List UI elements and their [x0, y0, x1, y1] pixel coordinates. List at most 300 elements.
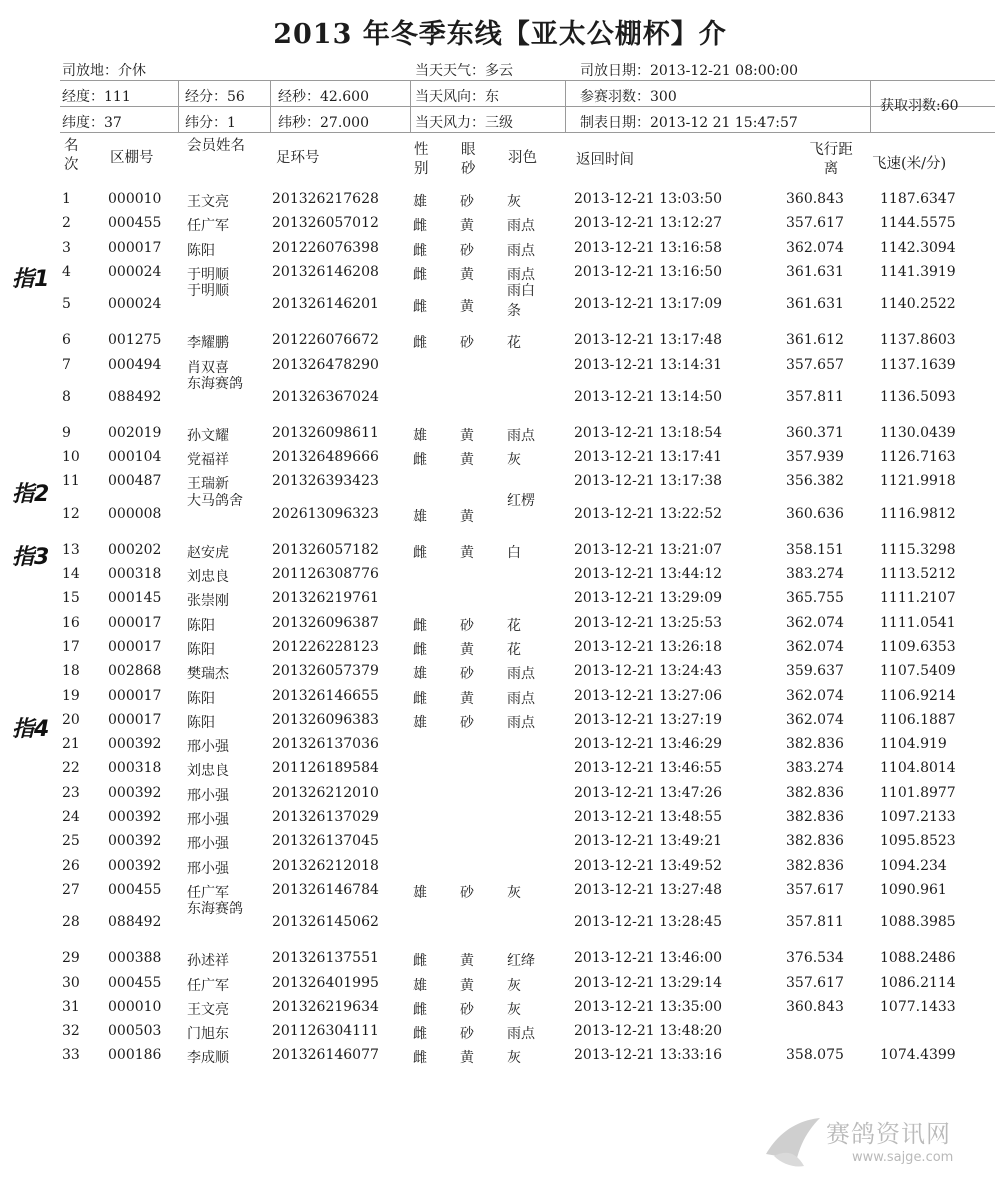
cell-shed: 000010: [108, 191, 162, 207]
cell-speed: 1141.3919: [880, 263, 956, 280]
cell-time: 2013-12-21 13:47:26: [574, 784, 723, 801]
cell-time: 2013-12-21 13:17:09: [574, 296, 723, 313]
cell-eye: 黄: [460, 299, 474, 316]
cell-eye: 黄: [460, 544, 474, 561]
table-row: [0, 586, 1000, 610]
cell-sex: 雌: [413, 1050, 427, 1067]
cell-shed: 001275: [108, 332, 162, 349]
table-row: [0, 236, 1000, 260]
cell-dist: 365.755: [786, 590, 844, 607]
cell-dist: 361.631: [786, 296, 844, 313]
cell-rank: 6: [62, 332, 71, 349]
cell-ring: 201326146201: [272, 296, 379, 313]
cell-eye: 砂: [460, 617, 474, 634]
cell-dist: 376.534: [786, 950, 844, 967]
cell-speed: 1101.8977: [880, 784, 956, 801]
race-info: [60, 55, 995, 133]
cell-rank: 26: [62, 857, 80, 874]
cell-name: 王文亮: [187, 194, 229, 210]
cell-speed: 1111.2107: [880, 590, 956, 607]
cell-name: 赵安虎: [187, 544, 229, 561]
cell-time: 2013-12-21 13:14:50: [574, 388, 723, 405]
cell-ring: 201326489666: [272, 449, 379, 466]
cell-time: 2013-12-21 13:16:58: [574, 239, 723, 256]
cell-rank: 23: [62, 784, 80, 801]
cell-time: 2013-12-21 13:35:00: [574, 998, 723, 1015]
cell-time: 2013-12-21 13:18:54: [574, 424, 723, 441]
longitude-deg: 经度：111: [62, 89, 131, 105]
cell-speed: 1130.0439: [880, 424, 956, 441]
cell-rank: 15: [62, 590, 80, 607]
cell-sex: 雌: [413, 242, 427, 259]
cell-shed: 000392: [108, 736, 162, 753]
cell-shed: 002019: [108, 424, 162, 441]
cell-time: 2013-12-21 13:14:31: [574, 356, 723, 373]
cell-shed: 000186: [108, 1047, 162, 1064]
latitude-min: 纬分：1: [185, 115, 236, 131]
cell-eye: 黄: [460, 452, 474, 469]
release-date: 司放日期：2013-12-21 08:00:00: [580, 63, 799, 79]
cell-eye: 砂: [460, 1001, 474, 1018]
cell-time: 2013-12-21 13:12:27: [574, 215, 723, 232]
cell-sex: 雌: [413, 1026, 427, 1043]
cell-dist: 357.617: [786, 974, 844, 991]
release-place: 司放地：介休: [62, 63, 146, 79]
cell-rank: 4: [62, 263, 71, 280]
cell-sex: 雄: [413, 884, 427, 901]
cell-speed: 1137.8603: [880, 332, 956, 349]
cell-shed: 000017: [108, 687, 162, 704]
cell-eye: 黄: [460, 690, 474, 707]
table-row: [0, 946, 1000, 970]
cell-sex: 雄: [413, 427, 427, 444]
cell-speed: 1126.7163: [880, 449, 956, 466]
cell-speed: 1074.4399: [880, 1047, 956, 1064]
table-date: 制表日期：2013-12 21 15:47:57: [580, 115, 798, 131]
table-row: [0, 328, 1000, 352]
cell-ring: 201326137045: [272, 833, 379, 850]
cell-color: 雨点: [507, 218, 535, 235]
table-row: [0, 756, 1000, 780]
cell-dist: 383.274: [786, 566, 844, 582]
cell-dist: 362.074: [786, 687, 844, 704]
cell-time: 2013-12-21 13:25:53: [574, 614, 723, 631]
table-row: [0, 538, 1000, 562]
cell-speed: 1136.5093: [880, 388, 956, 405]
cell-speed: 1144.5575: [880, 215, 956, 232]
info-row-2: [60, 81, 995, 114]
cell-shed: 000017: [108, 711, 162, 728]
cell-speed: 1088.3985: [880, 914, 956, 931]
cell-sex: 雌: [413, 452, 427, 469]
cell-name: 邢小强: [187, 836, 229, 853]
cell-time: 2013-12-21 13:44:12: [574, 566, 723, 582]
cell-rank: 28: [62, 914, 80, 931]
cell-rank: 9: [62, 424, 71, 441]
cell-dist: 357.617: [786, 215, 844, 232]
cell-name: 张崇刚: [187, 593, 229, 610]
cell-rank: 29: [62, 950, 80, 967]
cell-ring: 201326219634: [272, 998, 379, 1015]
info-row-1: [60, 55, 995, 81]
cell-shed: 000392: [108, 857, 162, 874]
cell-rank: 21: [62, 736, 80, 753]
cell-shed: 000318: [108, 760, 162, 777]
cell-ring: 201226076398: [272, 239, 379, 256]
cell-color: 雨白条: [507, 283, 535, 320]
table-header: [0, 137, 1000, 187]
cell-name: 门旭东: [187, 1026, 229, 1043]
cell-name: 李成顺: [187, 1050, 229, 1067]
cell-shed: 002868: [108, 663, 162, 680]
cell-dist: 357.811: [786, 388, 844, 405]
cell-speed: 1107.5409: [880, 663, 956, 680]
cell-eye: 砂: [460, 666, 474, 683]
cell-time: 2013-12-21 13:27:06: [574, 687, 723, 704]
cell-color: 花: [507, 335, 521, 352]
cell-shed: 000392: [108, 809, 162, 825]
table-row: [0, 187, 1000, 211]
cell-eye: 黄: [460, 427, 474, 444]
table-row: [0, 781, 1000, 805]
cell-ring: 201326137036: [272, 736, 379, 753]
handwritten-note-3: 指3: [12, 545, 50, 570]
cell-sex: 雌: [413, 266, 427, 283]
cell-name: 陈阳: [187, 617, 215, 634]
cell-name: 邢小强: [187, 860, 229, 877]
table-row: [0, 902, 1000, 946]
cell-color: 花: [507, 641, 521, 658]
cell-shed: 000017: [108, 239, 162, 256]
cell-sex: 雌: [413, 690, 427, 707]
cell-color: 雨点: [507, 690, 535, 707]
cell-rank: 32: [62, 1023, 80, 1040]
header-sex: 性别: [414, 142, 429, 177]
cell-ring: 201326098611: [272, 424, 379, 441]
cell-rank: 14: [62, 566, 80, 582]
cell-sex: 雌: [413, 641, 427, 658]
cell-rank: 31: [62, 998, 80, 1015]
cell-shed: 000455: [108, 215, 162, 232]
cell-dist: 360.371: [786, 424, 844, 441]
cell-name: 东海赛鸽: [187, 375, 243, 392]
cell-time: 2013-12-21 13:22:52: [574, 505, 723, 522]
cell-ring: 201326146784: [272, 881, 379, 898]
cell-dist: 358.075: [786, 1047, 844, 1064]
cell-shed: 000392: [108, 784, 162, 801]
cell-ring: 201326057182: [272, 541, 379, 558]
cell-time: 2013-12-21 13:29:14: [574, 974, 723, 991]
table-row: [0, 854, 1000, 878]
cell-color: 雨点: [507, 714, 535, 731]
wind-force: 当天风力：三级: [415, 115, 513, 131]
watermark-url: www.sajge.com: [852, 1150, 954, 1165]
cell-dist: 382.836: [786, 736, 844, 753]
cell-ring: 201326057379: [272, 663, 379, 680]
cell-speed: 1137.1639: [880, 356, 956, 373]
cell-shed: 000318: [108, 566, 162, 582]
latitude-deg: 纬度：37: [62, 115, 122, 131]
cell-speed: 1090.961: [880, 881, 947, 898]
cell-time: 2013-12-21 13:48:20: [574, 1023, 723, 1040]
cell-rank: 11: [62, 473, 80, 490]
cell-time: 2013-12-21 13:46:29: [574, 736, 723, 753]
cell-speed: 1115.3298: [880, 541, 956, 558]
cell-color: 雨点: [507, 666, 535, 683]
cell-dist: 382.836: [786, 857, 844, 874]
cell-time: 2013-12-21 13:29:09: [574, 590, 723, 607]
cell-name: 任广军: [187, 884, 229, 901]
cell-time: 2013-12-21 13:17:48: [574, 332, 723, 349]
cell-time: 2013-12-21 13:49:52: [574, 857, 723, 874]
table-row: [0, 995, 1000, 1019]
cell-eye: 砂: [460, 194, 474, 210]
table-row: [0, 1043, 1000, 1067]
cell-color: 灰: [507, 1050, 521, 1067]
cell-time: 2013-12-21 13:46:55: [574, 760, 723, 777]
cell-shed: 000145: [108, 590, 162, 607]
table-row: [0, 377, 1000, 421]
cell-ring: 201326057012: [272, 215, 379, 232]
cell-shed: 000392: [108, 833, 162, 850]
cell-time: 2013-12-21 13:33:16: [574, 1047, 723, 1064]
cell-time: 2013-12-21 13:27:19: [574, 711, 723, 728]
cell-rank: 22: [62, 760, 80, 777]
cell-name: 孙文耀: [187, 427, 229, 444]
cell-sex: 雌: [413, 218, 427, 235]
cell-time: 2013-12-21 13:48:55: [574, 809, 723, 825]
cell-dist: 383.274: [786, 760, 844, 777]
cell-time: 2013-12-21 13:16:50: [574, 263, 723, 280]
cell-ring: 201326367024: [272, 388, 379, 405]
handwritten-note-1: 指1: [12, 267, 50, 292]
cell-rank: 17: [62, 638, 80, 655]
cell-time: 2013-12-21 13:17:41: [574, 449, 723, 466]
cell-rank: 13: [62, 541, 80, 558]
cell-dist: 362.074: [786, 638, 844, 655]
cell-speed: 1113.5212: [880, 566, 956, 582]
wind-direction: 当天风向：东: [415, 89, 499, 105]
cell-rank: 20: [62, 711, 80, 728]
cell-color: 灰: [507, 977, 521, 994]
cell-rank: 30: [62, 974, 80, 991]
cell-shed: 000455: [108, 881, 162, 898]
table-row: [0, 659, 1000, 683]
cell-dist: 361.631: [786, 263, 844, 280]
cell-rank: 3: [62, 239, 71, 256]
cell-name: 樊瑞杰: [187, 666, 229, 683]
cell-eye: 黄: [460, 218, 474, 235]
cell-color: 雨点: [507, 1026, 535, 1043]
cell-name: 任广军: [187, 218, 229, 235]
cell-eye: 砂: [460, 884, 474, 901]
cell-speed: 1095.8523: [880, 833, 956, 850]
table-row: [0, 1019, 1000, 1043]
header-ring: 足环号: [276, 150, 320, 166]
watermark: [760, 1110, 990, 1180]
cell-rank: 12: [62, 505, 80, 522]
header-speed: 飞速(米/分): [872, 156, 947, 172]
cell-ring: 201326217628: [272, 191, 379, 207]
cell-dist: 360.843: [786, 998, 844, 1015]
cell-rank: 2: [62, 215, 71, 232]
cell-color: 灰: [507, 1001, 521, 1018]
cell-dist: 382.836: [786, 809, 844, 825]
cell-rank: 18: [62, 663, 80, 680]
cell-speed: 1121.9918: [880, 473, 956, 490]
table-row: [0, 562, 1000, 586]
cell-eye: 黄: [460, 1050, 474, 1067]
cell-time: 2013-12-21 13:27:48: [574, 881, 723, 898]
cell-dist: 361.612: [786, 332, 844, 349]
cell-sex: 雌: [413, 617, 427, 634]
cell-time: 2013-12-21 13:17:38: [574, 473, 723, 490]
cell-name: 任广军: [187, 977, 229, 994]
cell-rank: 5: [62, 296, 71, 313]
table-row: [0, 284, 1000, 328]
cell-name: 李耀鹏: [187, 335, 229, 352]
cell-time: 2013-12-21 13:03:50: [574, 191, 723, 207]
prize-count: 获取羽数:60: [880, 98, 959, 114]
cell-name: 邢小强: [187, 739, 229, 756]
handwritten-note-2: 指2: [12, 482, 50, 507]
table-row: [0, 353, 1000, 377]
longitude-min: 经分：56: [185, 89, 245, 105]
cell-dist: 357.939: [786, 449, 844, 466]
cell-ring: 201226228123: [272, 638, 379, 655]
cell-ring: 201326219761: [272, 590, 379, 607]
cell-shed: 000487: [108, 473, 162, 490]
cell-dist: 360.843: [786, 191, 844, 207]
cell-color: 灰: [507, 884, 521, 901]
cell-color: 灰: [507, 194, 521, 210]
cell-sex: 雌: [413, 299, 427, 316]
cell-ring: 201326146208: [272, 263, 379, 280]
cell-color: 花: [507, 617, 521, 634]
cell-color: 白: [507, 544, 521, 561]
cell-shed: 000024: [108, 263, 162, 280]
pigeon-logo-icon: [760, 1110, 824, 1174]
cell-name: 陈阳: [187, 242, 215, 259]
cell-rank: 19: [62, 687, 80, 704]
cell-ring: 201326146655: [272, 687, 379, 704]
table-row: [0, 805, 1000, 829]
cell-speed: 1077.1433: [880, 998, 956, 1015]
cell-color: 红楞: [507, 492, 535, 509]
cell-dist: 357.657: [786, 356, 844, 373]
cell-color: 灰: [507, 452, 521, 469]
cell-ring: 201126308776: [272, 566, 379, 582]
table-row: [0, 421, 1000, 445]
cell-name: 东海赛鸽: [187, 901, 243, 918]
cell-shed: 000010: [108, 998, 162, 1015]
cell-time: 2013-12-21 13:26:18: [574, 638, 723, 655]
cell-ring: 201126304111: [272, 1023, 379, 1040]
cell-rank: 27: [62, 881, 80, 898]
cell-speed: 1086.2114: [880, 974, 956, 991]
header-distance: 飞行距离: [809, 142, 853, 177]
longitude-sec: 经秒：42.600: [278, 89, 369, 105]
cell-time: 2013-12-21 13:28:45: [574, 914, 723, 931]
cell-ring: 201326212010: [272, 784, 379, 801]
cell-speed: 1106.9214: [880, 687, 956, 704]
cell-shed: 000017: [108, 638, 162, 655]
cell-speed: 1104.8014: [880, 760, 956, 777]
table-row: [0, 611, 1000, 635]
cell-name: 党福祥: [187, 452, 229, 469]
table-row: [0, 708, 1000, 732]
info-row-3: [60, 107, 995, 133]
watermark-text: 赛鸽资讯网: [826, 1120, 951, 1148]
cell-name: 于明顺: [187, 283, 229, 300]
cell-eye: 黄: [460, 508, 474, 525]
table-row: [0, 971, 1000, 995]
cell-shed: 000024: [108, 296, 162, 313]
cell-rank: 16: [62, 614, 80, 631]
cell-ring: 201326137029: [272, 809, 379, 825]
cell-shed: 088492: [108, 914, 162, 931]
cell-time: 2013-12-21 13:21:07: [574, 541, 723, 558]
cell-name: 邢小强: [187, 812, 229, 828]
cell-shed: 000455: [108, 974, 162, 991]
table-row: [0, 211, 1000, 235]
entries-count: 参赛羽数：300: [580, 89, 677, 105]
cell-speed: 1094.234: [880, 857, 947, 874]
latitude-sec: 纬秒：27.000: [278, 115, 369, 131]
cell-rank: 1: [62, 191, 71, 207]
cell-name: 刘忠良: [187, 763, 229, 780]
cell-dist: 382.836: [786, 833, 844, 850]
cell-time: 2013-12-21 13:46:00: [574, 950, 723, 967]
cell-sex: 雄: [413, 977, 427, 994]
cell-shed: 000017: [108, 614, 162, 631]
cell-sex: 雄: [413, 714, 427, 731]
cell-eye: 黄: [460, 977, 474, 994]
cell-ring: 201326146077: [272, 1047, 379, 1064]
cell-shed: 000104: [108, 449, 162, 466]
cell-name: 陈阳: [187, 714, 215, 731]
cell-color: 雨点: [507, 242, 535, 259]
cell-name: 王文亮: [187, 1001, 229, 1018]
page-title: 2013 年冬季东线【亚太公棚杯】介: [273, 19, 727, 50]
cell-speed: 1116.9812: [880, 505, 956, 522]
table-row: [0, 469, 1000, 493]
cell-ring: 201226076672: [272, 332, 379, 349]
cell-ring: 201326096387: [272, 614, 379, 631]
cell-speed: 1187.6347: [880, 191, 956, 207]
cell-eye: 砂: [460, 242, 474, 259]
cell-dist: 356.382: [786, 473, 844, 490]
cell-sex: 雄: [413, 508, 427, 525]
weather: 当天天气：多云: [415, 63, 513, 79]
cell-speed: 1104.919: [880, 736, 947, 753]
table-row: [0, 684, 1000, 708]
cell-ring: 201326212018: [272, 857, 379, 874]
cell-eye: 砂: [460, 1026, 474, 1043]
cell-ring: 201326145062: [272, 914, 379, 931]
cell-name: 孙述祥: [187, 953, 229, 970]
cell-rank: 24: [62, 809, 80, 825]
cell-speed: 1109.6353: [880, 638, 956, 655]
cell-sex: 雄: [413, 194, 427, 210]
cell-sex: 雌: [413, 544, 427, 561]
table-row: [0, 445, 1000, 469]
cell-shed: 000008: [108, 505, 162, 522]
table-row: [0, 732, 1000, 756]
cell-eye: 黄: [460, 953, 474, 970]
cell-rank: 8: [62, 388, 71, 405]
cell-speed: 1140.2522: [880, 296, 956, 313]
